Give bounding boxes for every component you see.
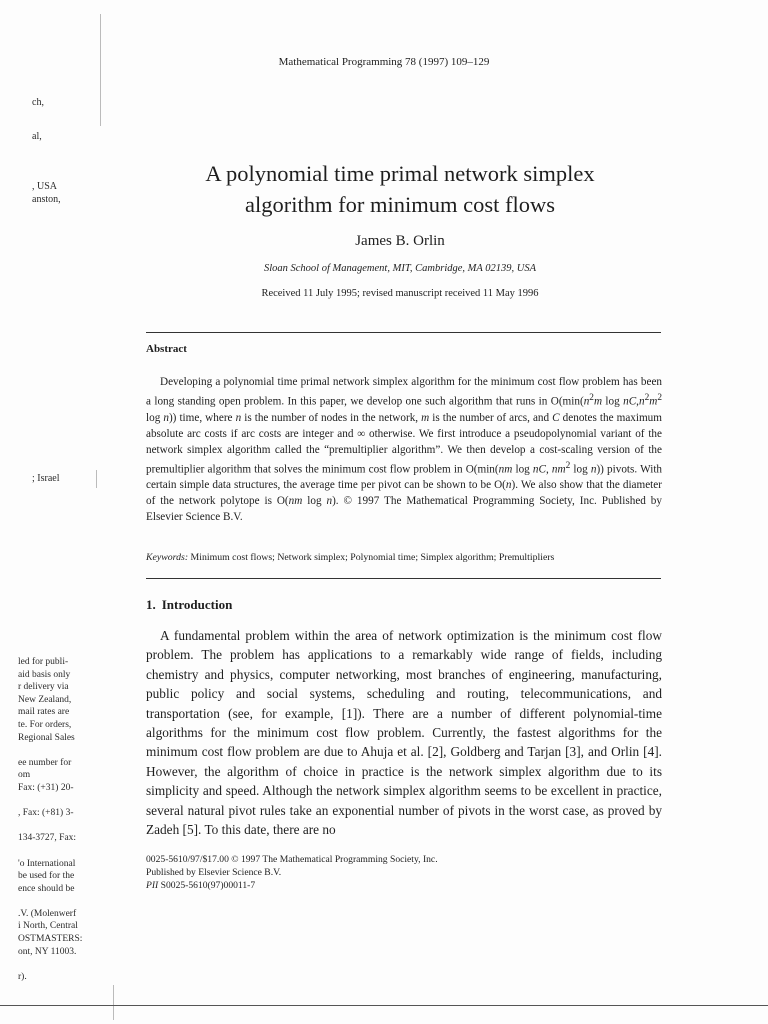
margin-line: Fax: (+31) 20-: [18, 782, 74, 793]
math-var: n: [590, 463, 597, 476]
keywords-text: Minimum cost flows; Network simplex; Polynomial time; Simplex algorithm; Premultipliers: [188, 552, 555, 563]
introduction-body: [146, 626, 662, 839]
abstract-text: is the number of arcs, and: [429, 411, 553, 424]
margin-line: aid basis only: [18, 669, 71, 680]
footer-line: 0025-5610/97/$17.00 © 1997 The Mathematical Programming Society, Inc.: [146, 854, 438, 865]
math-var: m: [649, 395, 658, 408]
margin-line: ont, NY 11003.: [18, 946, 77, 957]
margin-fragment: al,: [32, 131, 42, 142]
margin-line: [18, 845, 98, 858]
margin-fragment: ch,: [32, 97, 44, 108]
margin-line: r).: [18, 971, 27, 982]
title-line: algorithm for minimum cost flows: [245, 192, 555, 217]
margin-line: ee number for: [18, 757, 72, 768]
introduction-text: A fundamental problem within the area of network optimization is the minimum cost flow problem. The problem has applications to a remarkably wide range of fields, including chemistry and physics, computer networking, most branches of engineering, manufacturing, public policy and social systems, scheduling and routing, telecommunications, and transportation (see, for example, [1]). There are a number of different polynomial-time algorithms for the minimum cost flow problem. Currently, the fastest algorithms for the minimum cost flow problem are due to Ahuja et al. [2], Goldberg and Tarjan [3], and Orlin [4]. However, the algorithm of choice in practice is the network simplex algorithm due to its simplicity and speed. Although the network simplex algorithm seems to be excellent in practice, several natural pivot rules take an exponential number of pivots in the worst case, as proved by Zadeh [5]. To this date, there are no: [146, 628, 662, 838]
math-exp: 2: [589, 393, 594, 403]
math-var: n: [505, 479, 512, 492]
margin-line: i North, Central: [18, 921, 78, 932]
math-var: m: [593, 395, 603, 408]
margin-line: r delivery via: [18, 682, 69, 693]
section-divider: [146, 332, 661, 333]
margin-order-notes: [18, 656, 98, 983]
abstract-text: ). We also show that the diameter of the network polytope is O(: [146, 479, 662, 508]
math-var: m: [421, 411, 430, 424]
margin-line: te. For orders,: [18, 719, 72, 730]
margin-line: Regional Sales: [18, 732, 75, 743]
abstract-body: [146, 374, 662, 525]
title-line: A polynomial time primal network simplex: [205, 161, 595, 186]
abstract-text: O(min(: [550, 395, 584, 408]
section-divider: [146, 578, 661, 579]
margin-line: [18, 744, 98, 757]
math-var: nC: [623, 395, 637, 408]
scan-mark: [113, 985, 114, 1020]
margin-line: led for publi-: [18, 657, 69, 667]
keywords: [146, 552, 662, 563]
abstract-text: ,: [636, 395, 639, 408]
author-name: James B. Orlin: [355, 233, 445, 249]
abstract-text: )) pivots. With certain simple data structures, the average time per pivot can be shown to be O(: [146, 463, 663, 492]
abstract-text: log: [146, 411, 164, 424]
abstract-text: denotes the maximum absolute arc costs if arc costs are integer and ∞ otherwise. We first introduce a pseudopolynomial variant of the network simplex algorithm called the “premultiplier algorithm”. We then develop a cost-scaling version of the premultiplier algorithm that solves the minimum cost flow problem in O(min(: [146, 411, 662, 476]
margin-fragment: , USA: [32, 181, 58, 192]
math-var: n: [235, 411, 242, 424]
footer-line: Published by Elsevier Science B.V.: [146, 867, 282, 878]
math-var: n: [583, 395, 590, 408]
margin-line: ence should be: [18, 883, 75, 894]
section-title: Introduction: [161, 597, 233, 612]
abstract-text: )) time, where: [168, 411, 236, 424]
page-edge-line: [0, 1005, 768, 1006]
math-var: nC: [532, 463, 546, 476]
margin-line: 'o International: [18, 858, 76, 869]
margin-line: [18, 895, 98, 908]
margin-line: 134-3727, Fax:: [18, 833, 77, 844]
math-var: nm: [498, 463, 513, 476]
math-var: n: [163, 411, 169, 424]
margin-line: [18, 820, 98, 833]
footer-pii: [146, 879, 438, 892]
math-exp: 2: [565, 460, 571, 471]
abstract-text: log: [512, 463, 533, 476]
abstract-text: ). © 1997 The Mathematical Programming Society, Inc. Published by Elsevier Science B.V.: [146, 495, 662, 524]
abstract-heading: Abstract: [146, 343, 187, 355]
math-var: nm: [551, 463, 566, 476]
margin-fragment: ; Israel: [32, 473, 60, 484]
math-var: nm: [288, 495, 303, 508]
abstract-text: Developing a polynomial time primal network simplex algorithm for the minimum cost flow problem has been a long standing open problem. In this paper, we develop one such algorithm that runs in: [146, 376, 662, 408]
pii-value: S0025-5610(97)00011-7: [158, 880, 256, 891]
abstract-text: is the number of nodes in the network,: [241, 411, 422, 424]
margin-fragment: anston,: [32, 194, 61, 205]
abstract-text: log: [302, 495, 327, 508]
math-var: n: [638, 395, 645, 408]
section-number: 1.: [146, 597, 156, 612]
journal-header: Mathematical Programming 78 (1997) 109–129: [278, 56, 490, 68]
abstract-text: log: [602, 395, 624, 408]
margin-line: .V. (Molenwerf: [18, 908, 77, 919]
article-title: [120, 158, 680, 220]
scan-mark: [100, 14, 101, 126]
margin-line: , Fax: (+81) 3-: [18, 808, 74, 819]
margin-line: New Zealand,: [18, 694, 72, 705]
math-var: n: [326, 495, 333, 508]
abstract-text: log: [570, 463, 591, 476]
section-heading-introduction: [146, 597, 232, 613]
margin-line: [18, 958, 98, 971]
math-exp: 2: [657, 393, 662, 403]
math-exp: 2: [644, 393, 650, 403]
margin-line: mail rates are: [18, 707, 70, 718]
scan-mark: [96, 470, 97, 488]
abstract-text: ,: [545, 463, 552, 476]
author-affiliation: Sloan School of Management, MIT, Cambridge, MA 02139, USA: [263, 263, 536, 274]
margin-line: be used for the: [18, 871, 75, 882]
received-dates: Received 11 July 1995; revised manuscript received 11 May 1996: [261, 288, 539, 299]
margin-line: OSTMASTERS:: [18, 934, 83, 945]
math-var: C: [552, 411, 560, 424]
margin-line: [18, 795, 98, 808]
copyright-footer: [146, 853, 438, 892]
margin-line: om: [18, 770, 31, 781]
pii-label: PII: [146, 880, 159, 891]
keywords-label: Keywords:: [146, 552, 189, 563]
